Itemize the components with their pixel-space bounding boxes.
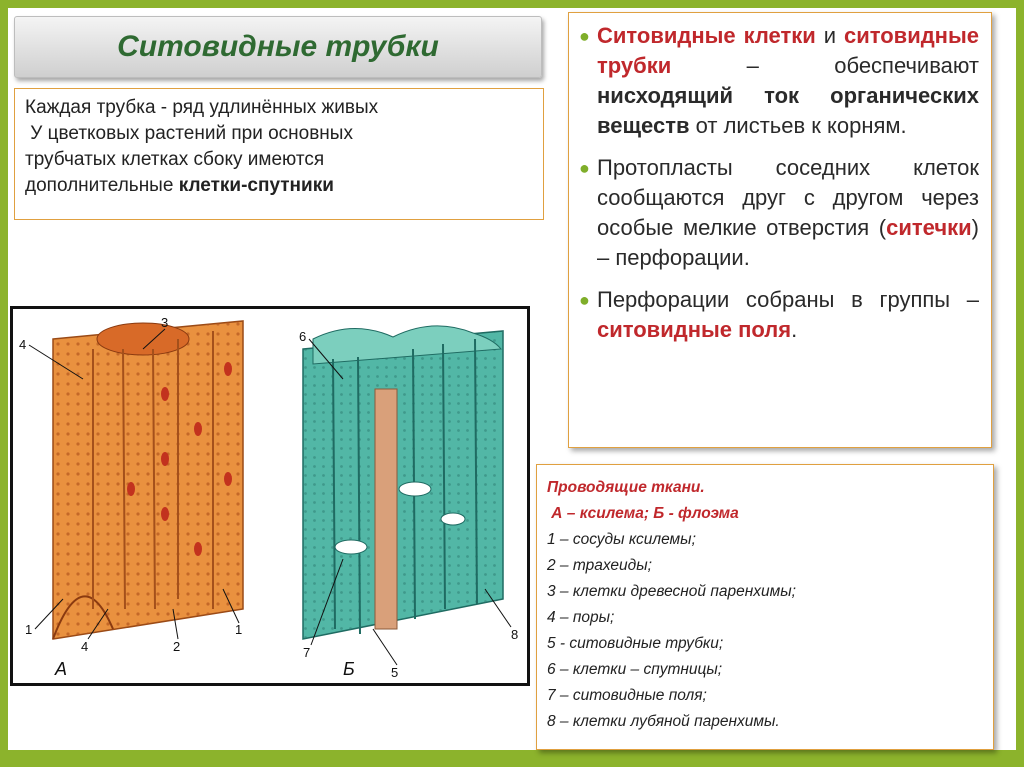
legend-heading: Проводящие ткани.: [547, 479, 705, 496]
figure-number-label: 6: [299, 329, 307, 344]
figure-number-label: 4: [19, 337, 27, 352]
legend-item: 8 – клетки лубяной паренхимы.: [547, 713, 780, 730]
figure-number-label: 4: [81, 639, 89, 654]
description-line-2: У цветковых растений при основных: [25, 123, 353, 144]
bullet-dot-icon: ●: [579, 158, 590, 178]
bullet-text: и: [823, 23, 837, 48]
description-text: дополнительные: [25, 175, 179, 196]
description-line-1: Каждая трубка - ряд удлинённых живых: [25, 97, 379, 118]
bullet-item-3: [579, 285, 979, 345]
figure-label-b: Б: [343, 659, 355, 679]
phloem-block: [303, 326, 503, 639]
figure-label-a: А: [55, 659, 68, 679]
tissue-illustration: [10, 306, 530, 686]
bullet-dot-icon: ●: [579, 290, 590, 310]
bullet-text: – обеспечивают: [671, 53, 979, 78]
legend-item: 4 – поры;: [547, 609, 615, 626]
term-sieve-fields: ситовидные поля: [597, 317, 792, 342]
figure-number-label: 5: [391, 665, 399, 680]
bullet-text: Перфорации собраны в группы –: [597, 287, 979, 312]
description-box: [14, 88, 544, 220]
figure-number-label: 2: [173, 639, 181, 654]
bullet-text: .: [791, 317, 798, 342]
legend-box: [536, 464, 994, 750]
companion-cells-term: клетки-спутники: [178, 175, 334, 196]
legend-item: 7 – ситовидные поля;: [547, 687, 707, 704]
figure-number-label: 8: [511, 627, 519, 642]
figure-number-label: 7: [303, 645, 311, 660]
description-line-3: трубчатых клетках сбоку имеются: [25, 149, 325, 170]
bullet-item-2: [579, 153, 979, 273]
bullet-item-1: [579, 21, 979, 141]
bullet-text: от листьев к корням.: [689, 113, 907, 138]
bullet-text: ) – перфорации.: [597, 215, 979, 270]
legend-item: 6 – клетки – спутницы;: [547, 661, 723, 678]
page-title: Ситовидные трубки: [117, 30, 439, 63]
term-sieve-pores: ситечки: [886, 215, 972, 240]
legend-subheading: А – ксилема; Б - флоэма: [547, 505, 739, 522]
bullet-text: Протопласты соседних клеток сообщаются друг с другом через особые мелкие отверстия (: [597, 155, 979, 240]
legend-item: 2 – трахеиды;: [547, 557, 652, 574]
figure-number-label: 3: [161, 315, 169, 330]
bullet-dot-icon: ●: [579, 26, 590, 46]
legend-item: 1 – сосуды ксилемы;: [547, 531, 696, 548]
term-sieve-cells: Ситовидные клетки: [597, 23, 816, 48]
term-sieve-tubes: ситовидные трубки: [597, 23, 979, 78]
xylem-block: [53, 321, 243, 639]
description-line-4: [25, 173, 533, 199]
title-banner: [14, 16, 542, 78]
figure-number-label: 1: [235, 622, 243, 637]
legend-item: 3 – клетки древесной паренхимы;: [547, 583, 796, 600]
term-descending-flow: нисходящий ток органических веществ: [597, 83, 979, 138]
tissue-diagram: [13, 309, 527, 683]
legend-item: 5 - ситовидные трубки;: [547, 635, 724, 652]
info-box: [568, 12, 992, 448]
figure-number-label: 1: [25, 622, 33, 637]
